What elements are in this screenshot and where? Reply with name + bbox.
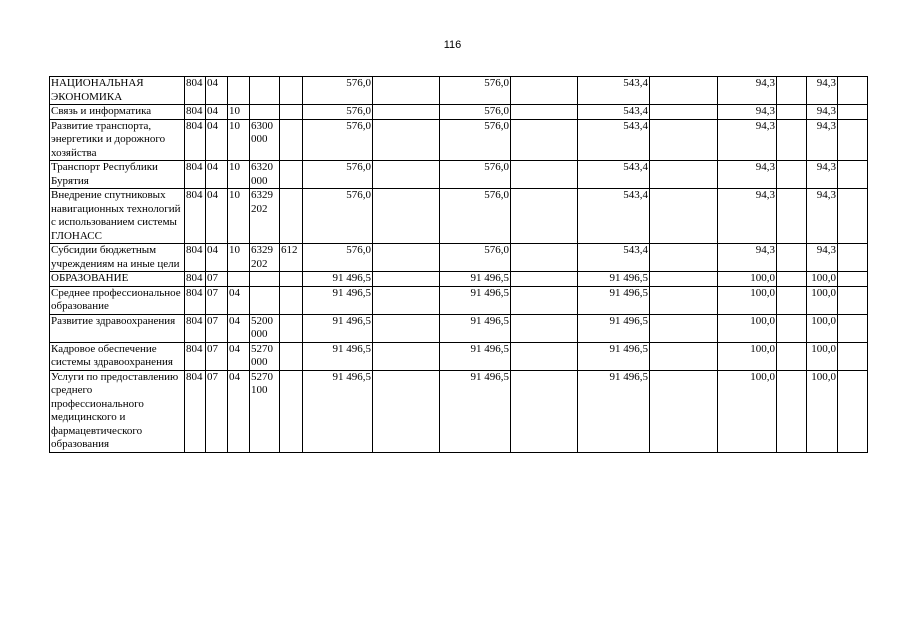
target-article-cell (250, 77, 280, 105)
empty-cell (650, 342, 718, 370)
empty-cell (650, 77, 718, 105)
empty-cell (511, 314, 578, 342)
expense-type-cell (280, 272, 303, 287)
empty-cell (777, 189, 807, 244)
target-article-cell: 5270 000 (250, 342, 280, 370)
percent-cell-2: 100,0 (807, 286, 838, 314)
amount-cell-2: 91 496,5 (440, 272, 511, 287)
percent-cell-2: 94,3 (807, 189, 838, 244)
empty-cell (650, 286, 718, 314)
percent-cell-1: 94,3 (718, 161, 777, 189)
ved-code-cell: 804 (185, 244, 206, 272)
ved-code-cell: 804 (185, 105, 206, 120)
empty-cell (838, 244, 868, 272)
subsection-code-cell: 10 (228, 105, 250, 120)
section-code-cell: 04 (206, 105, 228, 120)
empty-cell (511, 272, 578, 287)
target-article-cell: 6320 000 (250, 161, 280, 189)
expense-type-cell (280, 342, 303, 370)
row-name-cell: Среднее профессиональное образование (50, 286, 185, 314)
table-row (50, 342, 868, 370)
ved-code-cell: 804 (185, 342, 206, 370)
amount-cell-1: 576,0 (303, 119, 373, 161)
row-name-cell: Транспорт Республики Бурятия (50, 161, 185, 189)
section-code-cell: 04 (206, 244, 228, 272)
row-name-cell: НАЦИОНАЛЬНАЯ ЭКОНОМИКА (50, 77, 185, 105)
table-row (50, 119, 868, 161)
subsection-code-cell: 10 (228, 189, 250, 244)
empty-cell (777, 286, 807, 314)
percent-cell-2: 100,0 (807, 370, 838, 452)
table-row (50, 286, 868, 314)
percent-cell-1: 94,3 (718, 189, 777, 244)
subsection-code-cell: 04 (228, 314, 250, 342)
table-row (50, 314, 868, 342)
percent-cell-1: 100,0 (718, 286, 777, 314)
subsection-code-cell (228, 77, 250, 105)
section-code-cell: 07 (206, 286, 228, 314)
percent-cell-2: 100,0 (807, 314, 838, 342)
empty-cell (373, 370, 440, 452)
row-name-cell: Кадровое обеспечение системы здравоохранения (50, 342, 185, 370)
amount-cell-2: 576,0 (440, 77, 511, 105)
ved-code-cell: 804 (185, 272, 206, 287)
row-name-cell: Внедрение спутниковых навигационных технологий с использованием системы ГЛОНАСС (50, 189, 185, 244)
empty-cell (511, 161, 578, 189)
table-row (50, 272, 868, 287)
empty-cell (650, 105, 718, 120)
amount-cell-1: 91 496,5 (303, 272, 373, 287)
table-row (50, 370, 868, 452)
ved-code-cell: 804 (185, 286, 206, 314)
empty-cell (511, 119, 578, 161)
empty-cell (777, 314, 807, 342)
section-code-cell: 04 (206, 161, 228, 189)
empty-cell (838, 161, 868, 189)
table-body (50, 77, 868, 453)
empty-cell (777, 244, 807, 272)
section-code-cell: 07 (206, 272, 228, 287)
empty-cell (373, 244, 440, 272)
subsection-code-cell (228, 272, 250, 287)
empty-cell (373, 77, 440, 105)
empty-cell (777, 272, 807, 287)
empty-cell (777, 161, 807, 189)
percent-cell-1: 100,0 (718, 272, 777, 287)
expense-type-cell (280, 286, 303, 314)
empty-cell (777, 105, 807, 120)
empty-cell (511, 105, 578, 120)
expense-type-cell (280, 77, 303, 105)
empty-cell (650, 119, 718, 161)
empty-cell (838, 77, 868, 105)
target-article-cell (250, 286, 280, 314)
subsection-code-cell: 04 (228, 342, 250, 370)
section-code-cell: 07 (206, 314, 228, 342)
amount-cell-3: 91 496,5 (578, 286, 650, 314)
empty-cell (838, 286, 868, 314)
empty-cell (511, 370, 578, 452)
page-number: 116 (443, 39, 462, 51)
target-article-cell: 6329 202 (250, 244, 280, 272)
amount-cell-2: 576,0 (440, 161, 511, 189)
empty-cell (777, 342, 807, 370)
percent-cell-2: 94,3 (807, 119, 838, 161)
amount-cell-3: 91 496,5 (578, 314, 650, 342)
target-article-cell (250, 105, 280, 120)
percent-cell-2: 100,0 (807, 342, 838, 370)
subsection-code-cell: 10 (228, 161, 250, 189)
section-code-cell: 04 (206, 189, 228, 244)
empty-cell (373, 119, 440, 161)
target-article-cell: 5270 100 (250, 370, 280, 452)
amount-cell-2: 91 496,5 (440, 342, 511, 370)
amount-cell-2: 576,0 (440, 105, 511, 120)
ved-code-cell: 804 (185, 161, 206, 189)
expense-type-cell (280, 370, 303, 452)
empty-cell (777, 77, 807, 105)
empty-cell (650, 272, 718, 287)
empty-cell (373, 314, 440, 342)
amount-cell-1: 91 496,5 (303, 370, 373, 452)
percent-cell-1: 94,3 (718, 77, 777, 105)
ved-code-cell: 804 (185, 314, 206, 342)
expense-type-cell (280, 189, 303, 244)
empty-cell (650, 314, 718, 342)
empty-cell (373, 272, 440, 287)
amount-cell-1: 576,0 (303, 77, 373, 105)
percent-cell-1: 100,0 (718, 370, 777, 452)
target-article-cell: 5200 000 (250, 314, 280, 342)
row-name-cell: Связь и информатика (50, 105, 185, 120)
section-code-cell: 04 (206, 119, 228, 161)
amount-cell-1: 91 496,5 (303, 286, 373, 314)
budget-table (49, 76, 868, 453)
amount-cell-3: 91 496,5 (578, 272, 650, 287)
amount-cell-1: 91 496,5 (303, 342, 373, 370)
percent-cell-2: 94,3 (807, 161, 838, 189)
target-article-cell: 6329 202 (250, 189, 280, 244)
row-name-cell: Развитие здравоохранения (50, 314, 185, 342)
ved-code-cell: 804 (185, 370, 206, 452)
empty-cell (838, 342, 868, 370)
table-row (50, 105, 868, 120)
empty-cell (838, 314, 868, 342)
empty-cell (511, 342, 578, 370)
amount-cell-3: 543,4 (578, 119, 650, 161)
empty-cell (511, 244, 578, 272)
amount-cell-3: 543,4 (578, 161, 650, 189)
amount-cell-1: 91 496,5 (303, 314, 373, 342)
section-code-cell: 07 (206, 342, 228, 370)
table-row (50, 161, 868, 189)
section-code-cell: 04 (206, 77, 228, 105)
subsection-code-cell: 10 (228, 119, 250, 161)
empty-cell (373, 189, 440, 244)
empty-cell (650, 161, 718, 189)
table-row (50, 77, 868, 105)
amount-cell-2: 91 496,5 (440, 370, 511, 452)
empty-cell (838, 272, 868, 287)
amount-cell-2: 91 496,5 (440, 314, 511, 342)
amount-cell-3: 543,4 (578, 77, 650, 105)
empty-cell (511, 286, 578, 314)
empty-cell (777, 370, 807, 452)
amount-cell-1: 576,0 (303, 244, 373, 272)
target-article-cell: 6300 000 (250, 119, 280, 161)
amount-cell-2: 576,0 (440, 244, 511, 272)
percent-cell-1: 94,3 (718, 105, 777, 120)
empty-cell (511, 77, 578, 105)
percent-cell-1: 100,0 (718, 314, 777, 342)
row-name-cell: Субсидии бюджетным учреждениям на иные цели (50, 244, 185, 272)
percent-cell-1: 94,3 (718, 244, 777, 272)
row-name-cell: Услуги по предоставлению среднего профессионального медицинского и фармацевтического образования (50, 370, 185, 452)
expense-type-cell (280, 314, 303, 342)
section-code-cell: 07 (206, 370, 228, 452)
empty-cell (511, 189, 578, 244)
ved-code-cell: 804 (185, 77, 206, 105)
empty-cell (838, 119, 868, 161)
percent-cell-2: 94,3 (807, 77, 838, 105)
table-row (50, 189, 868, 244)
amount-cell-2: 576,0 (440, 189, 511, 244)
amount-cell-1: 576,0 (303, 161, 373, 189)
subsection-code-cell: 10 (228, 244, 250, 272)
amount-cell-2: 576,0 (440, 119, 511, 161)
subsection-code-cell: 04 (228, 286, 250, 314)
empty-cell (838, 105, 868, 120)
amount-cell-3: 543,4 (578, 189, 650, 244)
percent-cell-2: 100,0 (807, 272, 838, 287)
percent-cell-1: 100,0 (718, 342, 777, 370)
empty-cell (650, 244, 718, 272)
empty-cell (650, 189, 718, 244)
empty-cell (373, 342, 440, 370)
expense-type-cell (280, 119, 303, 161)
expense-type-cell (280, 105, 303, 120)
row-name-cell: ОБРАЗОВАНИЕ (50, 272, 185, 287)
amount-cell-1: 576,0 (303, 189, 373, 244)
amount-cell-1: 576,0 (303, 105, 373, 120)
percent-cell-2: 94,3 (807, 244, 838, 272)
amount-cell-3: 543,4 (578, 244, 650, 272)
percent-cell-1: 94,3 (718, 119, 777, 161)
expense-type-cell: 612 (280, 244, 303, 272)
target-article-cell (250, 272, 280, 287)
empty-cell (373, 105, 440, 120)
ved-code-cell: 804 (185, 189, 206, 244)
empty-cell (650, 370, 718, 452)
empty-cell (838, 189, 868, 244)
empty-cell (777, 119, 807, 161)
amount-cell-3: 91 496,5 (578, 342, 650, 370)
amount-cell-3: 91 496,5 (578, 370, 650, 452)
empty-cell (373, 286, 440, 314)
ved-code-cell: 804 (185, 119, 206, 161)
amount-cell-3: 543,4 (578, 105, 650, 120)
row-name-cell: Развитие транспорта, энергетики и дорожного хозяйства (50, 119, 185, 161)
empty-cell (373, 161, 440, 189)
expense-type-cell (280, 161, 303, 189)
empty-cell (838, 370, 868, 452)
table-row (50, 244, 868, 272)
amount-cell-2: 91 496,5 (440, 286, 511, 314)
subsection-code-cell: 04 (228, 370, 250, 452)
percent-cell-2: 94,3 (807, 105, 838, 120)
